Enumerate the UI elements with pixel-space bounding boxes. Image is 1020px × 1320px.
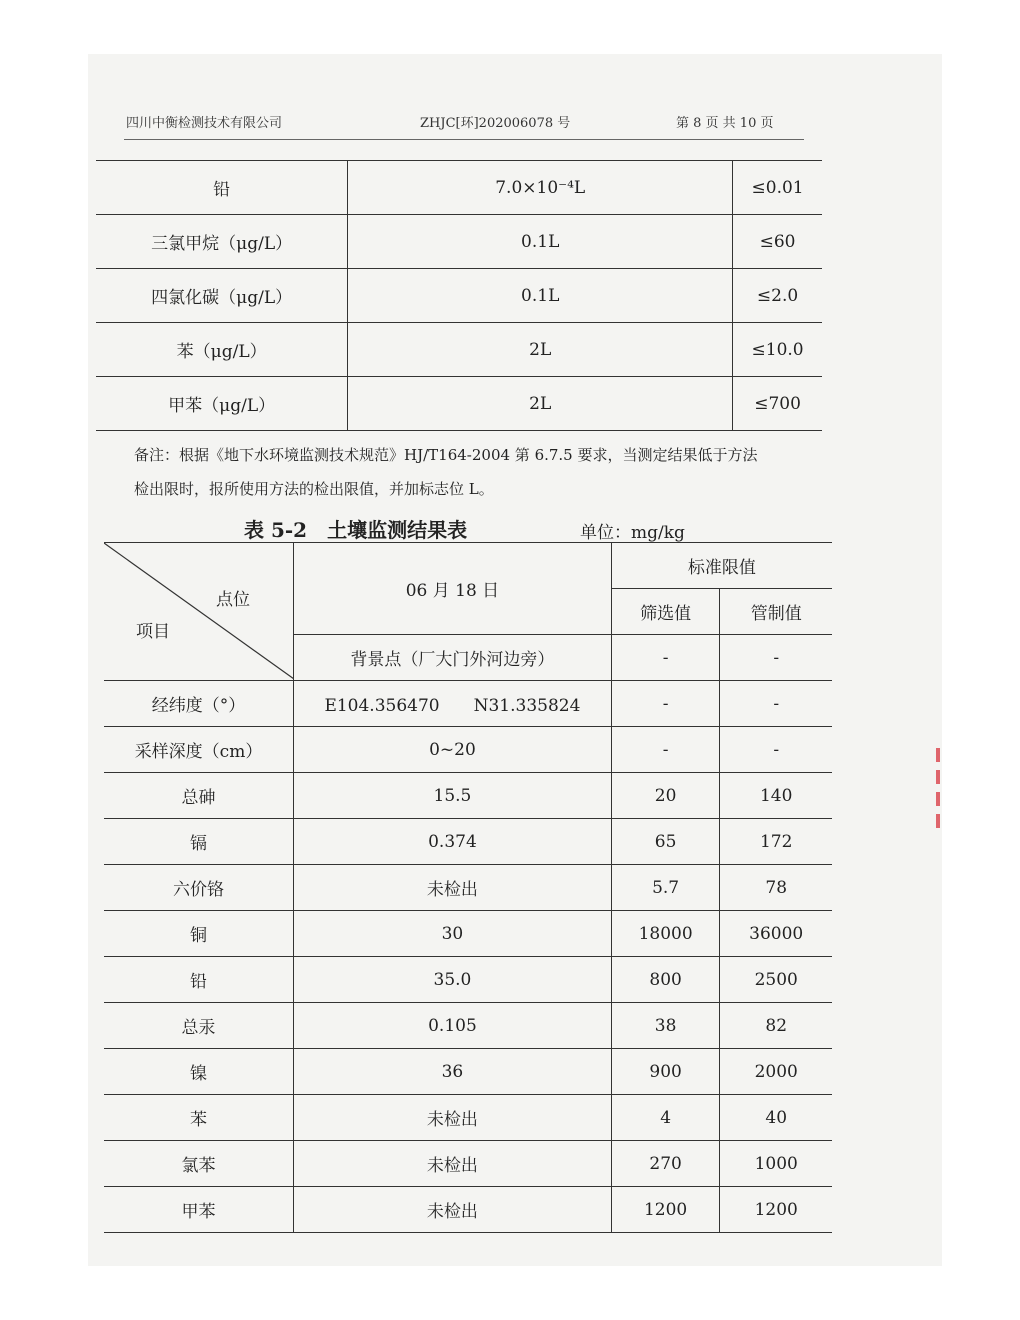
item-name: 铜: [104, 911, 294, 957]
table-row: [104, 1187, 832, 1233]
item-name: 采样深度（cm）: [104, 727, 294, 773]
item-name: 氯苯: [104, 1141, 294, 1187]
groundwater-table: [96, 160, 822, 431]
standard-limit-header: 标准限值: [611, 543, 832, 589]
site-name: 背景点（厂大门外河边旁）: [294, 635, 612, 681]
limit-value: ≤10.0: [733, 323, 822, 377]
screening-value: 4: [611, 1095, 720, 1141]
measured-value: 36: [294, 1049, 612, 1095]
item-name: 经纬度（°）: [104, 681, 294, 727]
screening-value: 270: [611, 1141, 720, 1187]
seal-edge-mark: [936, 740, 942, 880]
measured-value: E104.356470 N31.335824: [294, 681, 612, 727]
item-name: 苯: [104, 1095, 294, 1141]
limit-value: ≤2.0: [733, 269, 822, 323]
company-name: 四川中衡检测技术有限公司: [126, 116, 283, 131]
table-row: [104, 727, 832, 773]
screening-value: 1200: [611, 1187, 720, 1233]
table-row: [104, 773, 832, 819]
item-name: 甲苯: [104, 1187, 294, 1233]
item-name: 四氯化碳（μg/L）: [96, 269, 348, 323]
limit-value: ≤700: [733, 377, 822, 431]
remark-line-1: 备注：根据《地下水环境监测技术规范》HJ/T164-2004 第 6.7.5 要求，当测定结果低于方法: [134, 446, 758, 464]
item-name: 铅: [96, 161, 348, 215]
site-control: -: [720, 635, 832, 681]
limit-value: ≤60: [733, 215, 822, 269]
result-value: 7.0×10⁻⁴L: [348, 161, 733, 215]
screening-value: 900: [611, 1049, 720, 1095]
table-row: [104, 681, 832, 727]
soil-table: [104, 542, 832, 1233]
control-value: 78: [720, 865, 832, 911]
screening-value: 5.7: [611, 865, 720, 911]
control-value: 82: [720, 1003, 832, 1049]
item-name: 铅: [104, 957, 294, 1003]
item-name: 镍: [104, 1049, 294, 1095]
item-name: 六价铬: [104, 865, 294, 911]
table-row: [104, 1049, 832, 1095]
measured-value: 0.374: [294, 819, 612, 865]
result-value: 0.1L: [348, 269, 733, 323]
item-name: 镉: [104, 819, 294, 865]
control-value: -: [720, 727, 832, 773]
corner-label-site: 点位: [216, 590, 250, 610]
table-row: [104, 865, 832, 911]
control-value: 1000: [720, 1141, 832, 1187]
table-row: [104, 1095, 832, 1141]
control-value: 172: [720, 819, 832, 865]
page-number: 第 8 页 共 10 页: [676, 116, 774, 131]
item-name: 总砷: [104, 773, 294, 819]
measured-value: 未检出: [294, 1141, 612, 1187]
table-row: [96, 377, 822, 431]
control-value: 2000: [720, 1049, 832, 1095]
limit-value: ≤0.01: [733, 161, 822, 215]
measured-value: 35.0: [294, 957, 612, 1003]
item-name: 苯（μg/L）: [96, 323, 348, 377]
site-screen: -: [611, 635, 720, 681]
table-row: [104, 1003, 832, 1049]
report-number: ZHJC[环]202006078 号: [420, 116, 571, 131]
remark-line-2: 检出限时，报所使用方法的检出限值，并加标志位 L。: [134, 480, 494, 498]
table-title: 表 5-2 土壤监测结果表: [244, 518, 468, 542]
screening-value-header: 筛选值: [611, 589, 720, 635]
screening-value: 20: [611, 773, 720, 819]
table-row: [104, 819, 832, 865]
screening-value: 18000: [611, 911, 720, 957]
measured-value: 未检出: [294, 865, 612, 911]
screening-value: 800: [611, 957, 720, 1003]
screening-value: 65: [611, 819, 720, 865]
result-value: 0.1L: [348, 215, 733, 269]
measured-value: 15.5: [294, 773, 612, 819]
measured-value: 0.105: [294, 1003, 612, 1049]
control-value: 40: [720, 1095, 832, 1141]
corner-cell: [104, 543, 294, 681]
item-name: 总汞: [104, 1003, 294, 1049]
control-value: -: [720, 681, 832, 727]
table-row: [96, 323, 822, 377]
table-row: [104, 1141, 832, 1187]
date-cell: 06 月 18 日: [294, 543, 612, 635]
screening-value: -: [611, 681, 720, 727]
control-value: 140: [720, 773, 832, 819]
screening-value: -: [611, 727, 720, 773]
table-row: [104, 911, 832, 957]
measured-value: 30: [294, 911, 612, 957]
corner-label-item: 项目: [136, 622, 170, 642]
result-value: 2L: [348, 323, 733, 377]
item-name: 甲苯（μg/L）: [96, 377, 348, 431]
screening-value: 38: [611, 1003, 720, 1049]
control-value: 36000: [720, 911, 832, 957]
measured-value: 0~20: [294, 727, 612, 773]
table-row: [104, 957, 832, 1003]
control-value: 1200: [720, 1187, 832, 1233]
remark: [134, 438, 814, 506]
control-value-header: 管制值: [720, 589, 832, 635]
control-value: 2500: [720, 957, 832, 1003]
table-unit: 单位：mg/kg: [580, 523, 685, 543]
measured-value: 未检出: [294, 1095, 612, 1141]
header-row-1: [104, 543, 832, 589]
table-row: [96, 269, 822, 323]
table-row: [96, 161, 822, 215]
item-name: 三氯甲烷（μg/L）: [96, 215, 348, 269]
diagonal-line: [104, 543, 294, 679]
result-value: 2L: [348, 377, 733, 431]
table-row: [96, 215, 822, 269]
header-rule: [124, 139, 804, 140]
measured-value: 未检出: [294, 1187, 612, 1233]
